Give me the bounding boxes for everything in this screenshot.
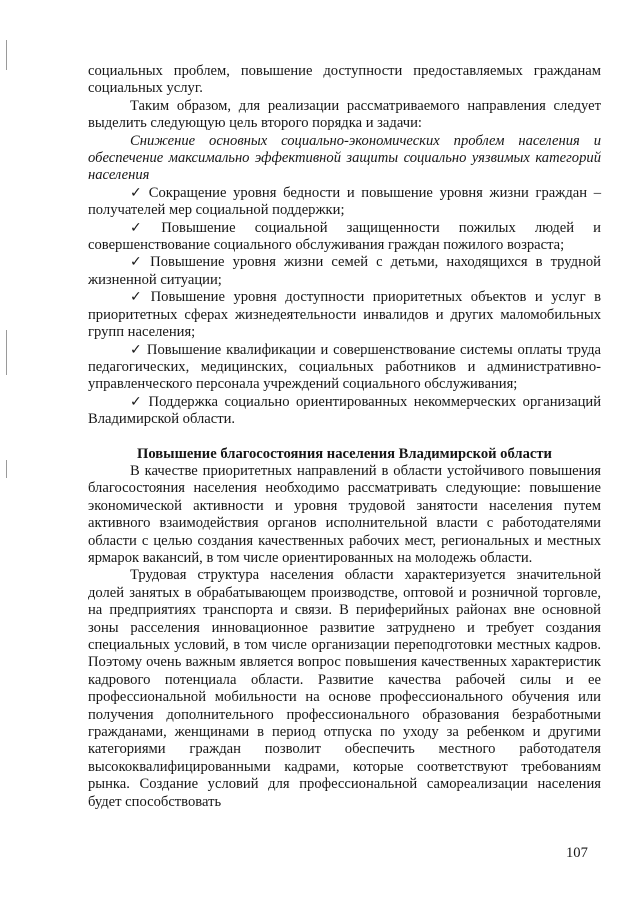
- task-item: [88, 289, 601, 341]
- section-heading: Повышение благосостояния населения Владимирской области: [137, 445, 552, 462]
- paragraph-intro-end: социальных проблем, повышение доступности предоставляемых гражданам социальных услуг.: [88, 63, 601, 97]
- checkmark-icon: ✓: [130, 254, 147, 271]
- checkmark-icon: ✓: [130, 393, 145, 410]
- page-number: 107: [566, 845, 588, 861]
- task-item: [88, 254, 601, 289]
- checkmark-icon: ✓: [130, 219, 158, 236]
- task-text: Повышение уровня доступности приоритетных объектов и услуг в приоритетных сферах жизнедеятельности инвалидов и других маломобильных групп населения;: [88, 289, 602, 341]
- task-item: [88, 220, 601, 255]
- task-item: [88, 185, 601, 220]
- document-page: [88, 63, 601, 811]
- checkmark-icon: ✓: [130, 289, 147, 306]
- task-text: Поддержка социально ориентированных некоммерческих организаций Владимирской области.: [88, 393, 602, 428]
- task-item: [88, 342, 601, 394]
- paragraph-labor-structure: Трудовая структура населения области характеризуется значительной долей занятых в обрабатывающем производстве, оптовой и розничной торговле, на предприятиях транспорта и связи. В периферийных районах вне основной зоны расселения инновационное развитие затруднено и требует создания специальных условий, в том числе организации переподготовки местных кадров. Поэтому очень важным является вопрос повышения качественных характеристик кадрового потенциала области. Развитие качества рабочей силы и ее профессиональной мобильности на основе профессионального обучения или получения дополнительного профессионального образования безработными гражданами, женщинами в период отпуска по уходу за ребенком и другими категориями граждан позволит обеспечить местного работодателя высококвалифицированными кадрами, которые соответствуют требованиям рынка. Создание условий для профессиональной самореализации населения будет способствовать: [88, 567, 601, 810]
- checkmark-icon: ✓: [130, 184, 145, 201]
- checkmark-icon: ✓: [130, 341, 143, 358]
- task-text: Повышение квалификации и совершенствование системы оплаты труда педагогических, медицинских, социальных работников и административно-управленческого персонала учреждений социального обслуживания;: [88, 341, 601, 393]
- goal-statement: Снижение основных социально-экономических проблем населения и обеспечение максимально эффективной защиты социально уязвимых категорий населения: [88, 132, 601, 184]
- paragraph-priorities: В качестве приоритетных направлений в области устойчивого повышения благосостояния населения необходимо рассматривать следующие: повышение экономической активности и уровня трудовой занятости населения путем активного взаимодействия органов исполнительной власти с работодателями области с целью создания качественных рабочих мест, региональных и местных ярмарок вакансий, в том числе ориентированных на молодежь области.: [88, 462, 601, 566]
- task-text: Повышение уровня жизни семей с детьми, находящихся в трудной жизненной ситуации;: [88, 254, 601, 288]
- scan-edge-mark: [6, 330, 7, 375]
- paragraph-goal-intro: Таким образом, для реализации рассматриваемого направления следует выделить следующую цель второго порядка и задачи:: [88, 97, 601, 132]
- task-text: Повышение социальной защищенности пожилых людей и совершенствование социального обслуживания граждан пожилого возраста;: [88, 219, 601, 254]
- task-text: Сокращение уровня бедности и повышение уровня жизни граждан – получателей мер социальной поддержки;: [88, 184, 601, 219]
- scan-edge-mark: [6, 40, 7, 70]
- scan-edge-mark: [6, 460, 7, 478]
- task-item: [88, 394, 601, 429]
